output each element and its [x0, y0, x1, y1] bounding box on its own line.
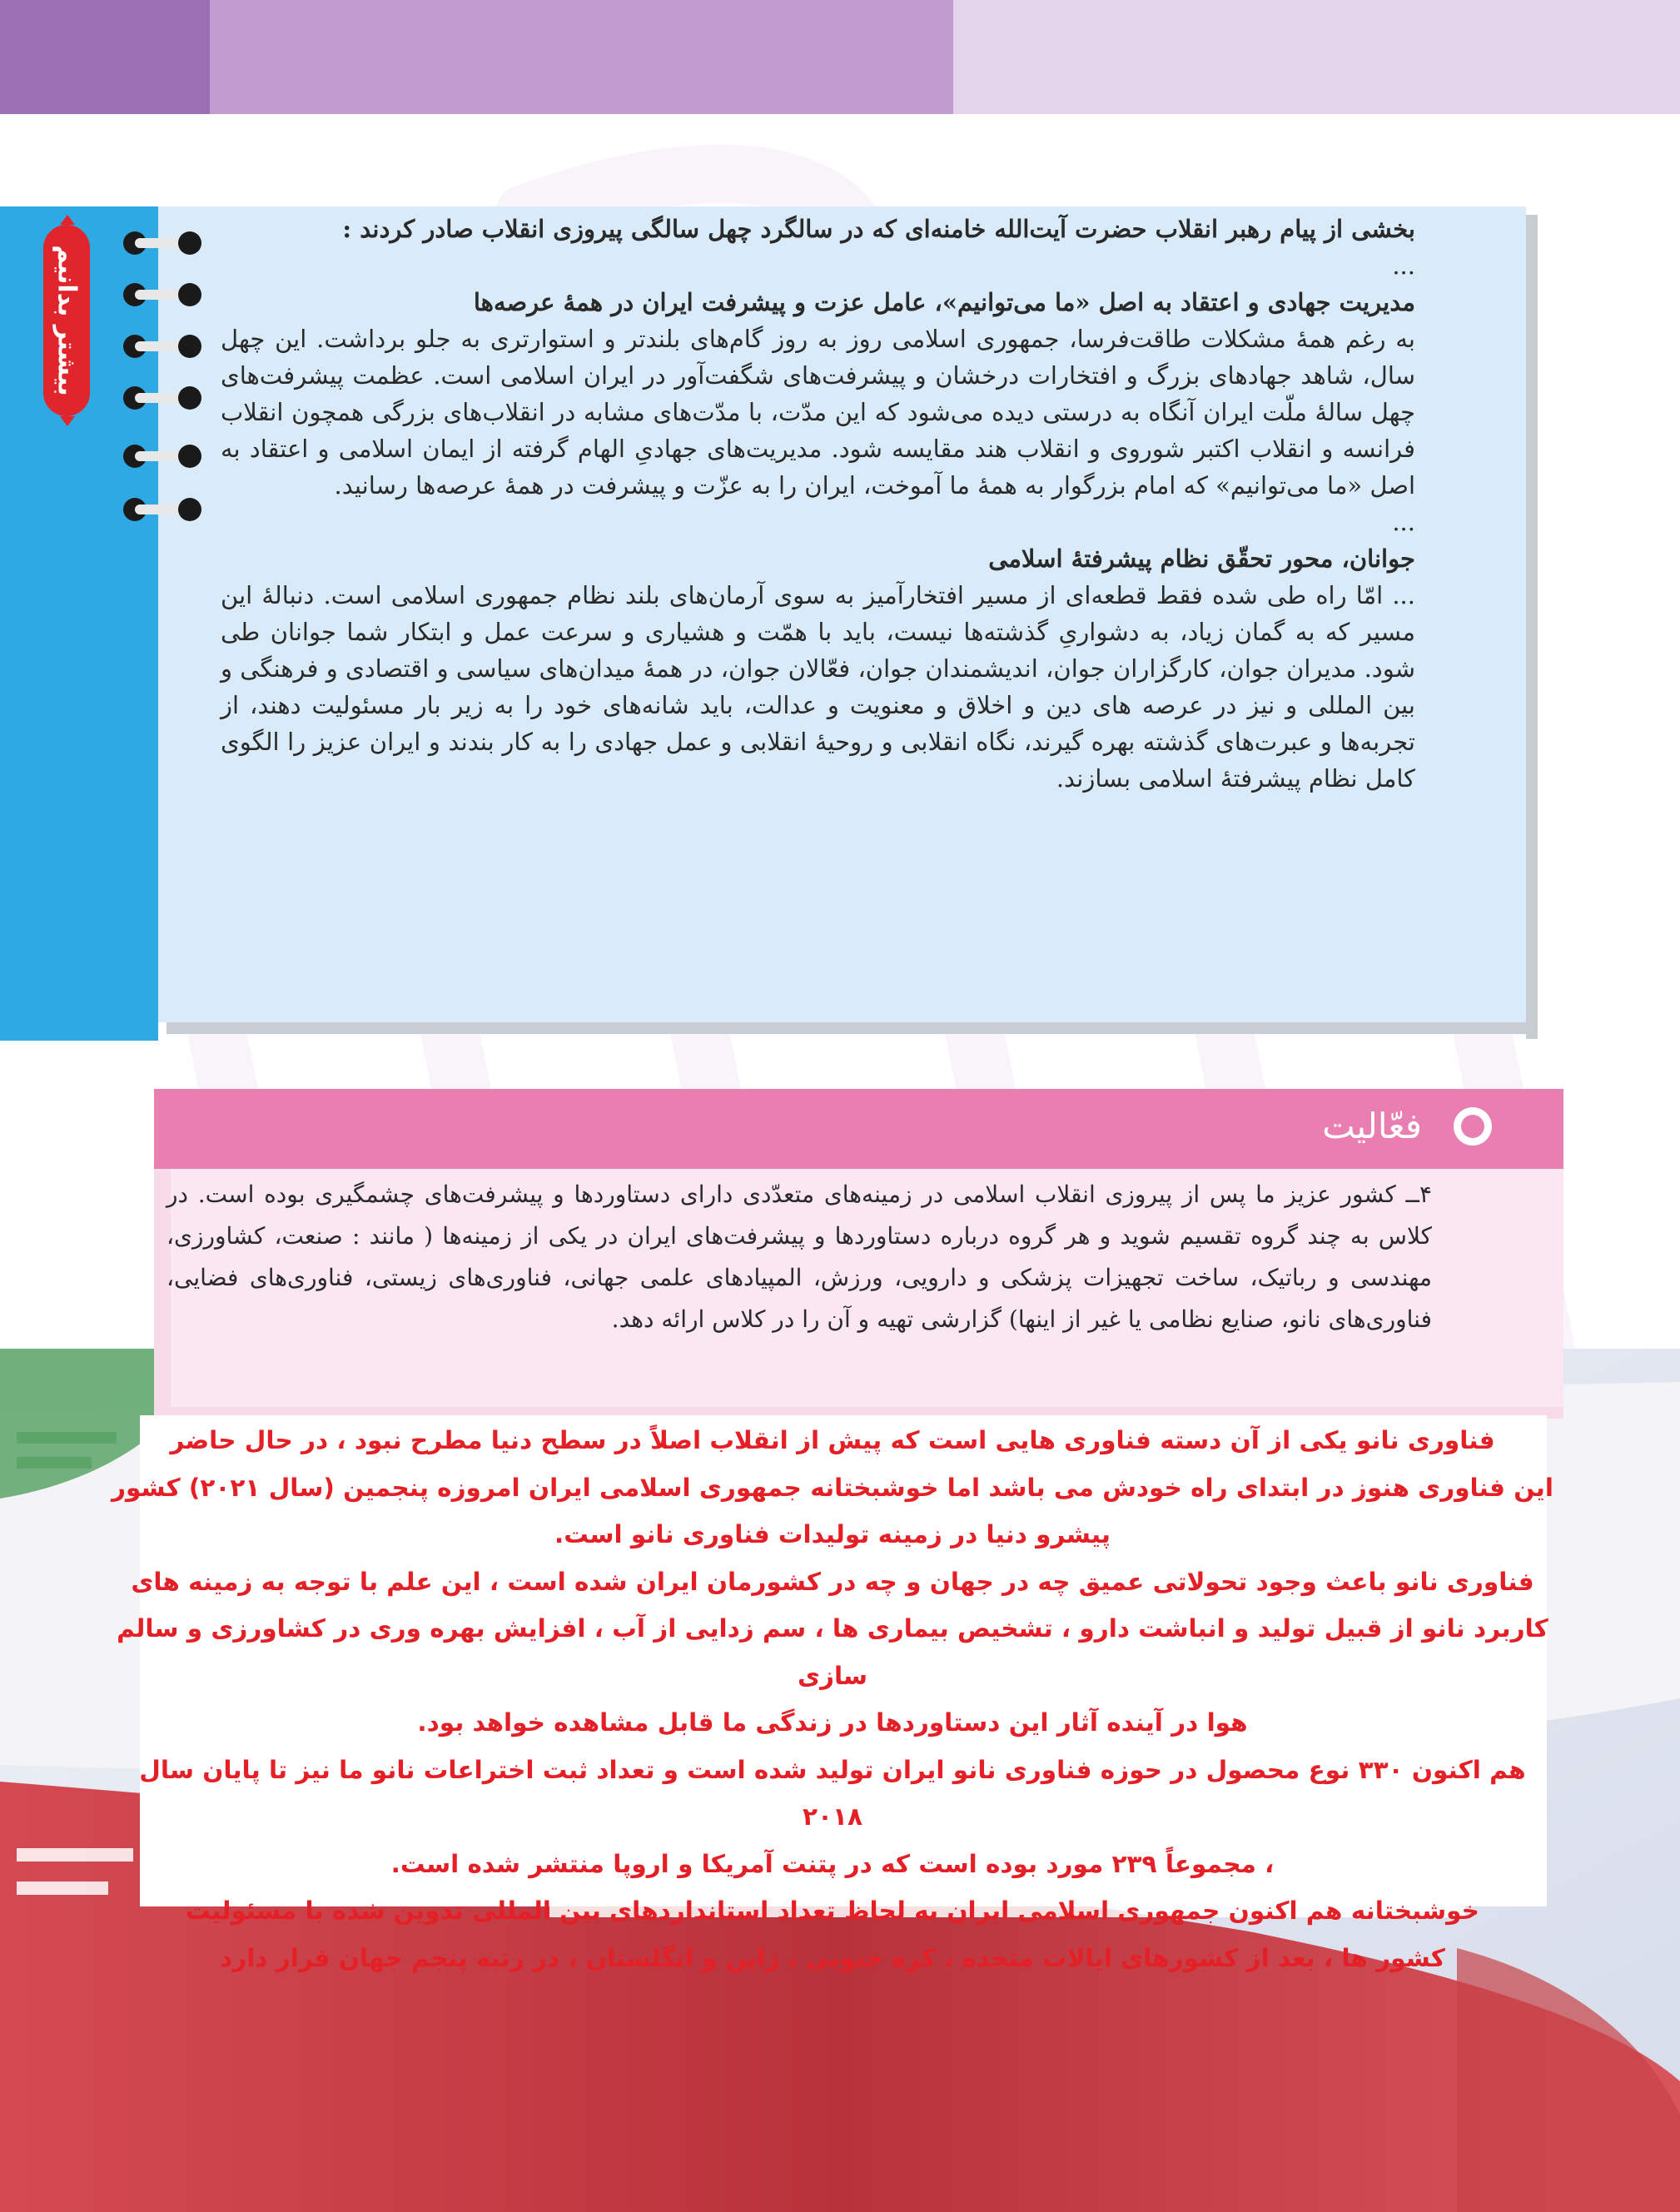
answer-text	[108, 1417, 1557, 1981]
binder-ring-icon	[123, 496, 201, 523]
learn-more-label: بیشتر بدانیم	[52, 245, 82, 396]
info-heading-1: مدیریت جهادی و اعتقاد به اصل «ما می‌توانیم»، عامل عزت و پیشرفت ایران در همهٔ عرصه‌ها	[473, 288, 1415, 316]
activity-title: فعّالیت	[1322, 1106, 1422, 1146]
answer-line: ، مجموعاً ۲۳۹ مورد بوده است که در پتنت آمریکا و اروپا منتشر شده است.	[390, 1849, 1275, 1878]
top-band-mid	[210, 0, 953, 114]
binder-ring-icon	[123, 333, 201, 360]
answer-line: هوا در آینده آثار این دستاوردها در زندگی ما قابل مشاهده خواهد بود.	[417, 1708, 1248, 1737]
info-paragraph-1: به رغم همهٔ مشکلات طاقت‌فرسا، جمهوری اسلامی روز به روز گام‌های بلندتر و استوارتری به جلو برداشت. این چهل سال، شاهد جهادهای بزرگ و افتخارات درخشان و پیشرفت‌های شگفت‌آور در ایران اسلامی است. عظمت پیشرفت‌های چهل سالهٔ ملّت ایران آنگاه به درستی دیده می‌شود که این مدّت، با مدّت‌های مشابه در انقلاب‌های بزرگی همچون انقلاب فرانسه و انقلاب اکتبر شوروی و انقلاب هند مقایسه شود. مدیریت‌های جهادیِ الهام گرفته از ایمان اسلامی و اعتقاد به اصل «ما می‌توانیم» که امام بزرگوار به همهٔ ما آموخت، ایران را به عزّت و پیشرفت در همهٔ عرصه‌ها رسانید.	[221, 325, 1415, 500]
activity-text: ۴ــ کشور عزیز ما پس از پیروزی انقلاب اسلامی در زمینه‌های متعدّدی دارای دستاوردها و پیشرفت‌های چشمگیری بوده است. در کلاس به چند گروه تقسیم شوید و هر گروه درباره دستاوردها و پیشرفت‌های ایران در یکی از زمینه‌ها ( مانند : صنعت، کشاورزی، مهندسی و رباتیک، ساخت تجهیزات پزشکی و دارویی، ورزش، المپیادهای علمی جهانی، فناوری‌های زیستی، فناوری‌های فضایی، فناوری‌های نانو، صنایع نظامی یا غیر از اینها) گزارشی تهیه و آن را در کلاس ارائه دهد.	[167, 1181, 1433, 1333]
answer-line: پیشرو دنیا در زمینه تولیدات فناوری نانو است.	[554, 1520, 1111, 1548]
answer-line: فناوری نانو یکی از آن دسته فناوری هایی است که پیش از انقلاب اصلاً در سطح دنیا مطرح نبود ، در حال حاضر	[170, 1426, 1495, 1454]
badge-arrow-bottom-icon	[60, 416, 75, 426]
answer-line: کشور ها ، بعد از کشورهای ایالات متحده ، کره جنوبی ، ژاپن و انگلستان ، در رتبه پنجم جهان قرار دارد	[220, 1943, 1445, 1972]
binder-ring-icon	[123, 230, 201, 256]
answer-line: این فناوری هنوز در ابتدای راه خودش می باشد اما خوشبختانه جمهوری اسلامی ایران امروزه پنجمین (سال ۲۰۲۱) کشور	[112, 1473, 1553, 1502]
info-box-shadow-right	[1526, 215, 1538, 1039]
answer-line: کاربرد نانو از قبیل تولید و انباشت دارو ، تشخیص بیماری ها ، سم زدایی از آب ، افزایش بهره وری در کشاورزی و سالم سازی	[117, 1614, 1548, 1690]
info-heading-2: جوانان، محور تحقّق نظام پیشرفتهٔ اسلامی	[988, 544, 1415, 573]
answer-line: خوشبختانه هم اکنون جمهوری اسلامی ایران به لحاظ تعداد استانداردهای بین المللی تدوین شده با مسئولیت	[186, 1896, 1479, 1925]
binder-ring-icon	[123, 385, 201, 411]
binder-ring-icon	[123, 281, 201, 308]
top-color-band	[0, 0, 1680, 114]
answer-line: هم اکنون ۳۳۰ نوع محصول در حوزه فناوری نانو ایران تولید شده است و تعداد ثبت اختراعات نانو ما نیز تا پایان سال ۲۰۱۸	[139, 1755, 1526, 1831]
top-band-light	[953, 0, 1680, 114]
info-text	[221, 211, 1415, 797]
info-box-shadow-bottom	[167, 1022, 1538, 1034]
circle-bullet-icon	[1454, 1107, 1492, 1146]
top-band-dark	[0, 0, 210, 114]
answer-line: فناوری نانو باعث وجود تحولاتی عمیق چه در جهان و چه در کشورمان ایران شده است ، این علم با توجه به زمینه های	[131, 1567, 1534, 1596]
learn-more-badge	[43, 225, 90, 416]
binder-ring-icon	[123, 443, 201, 470]
info-intro: بخشی از پیام رهبر انقلاب حضرت آیت‌الله خامنه‌ای که در سالگرد چهل سالگی پیروزی انقلاب صادر کردند :	[342, 215, 1415, 243]
badge-arrow-top-icon	[60, 215, 75, 225]
ellipsis: ...	[1392, 508, 1415, 536]
info-paragraph-2: ... امّا راه طی شده فقط قطعه‌ای از مسیر افتخارآمیز به سوی آرمان‌های بلند نظام جمهوری اسلامی است. دنبالهٔ این مسیر که به گمان زیاد، به دشواریِ گذشته‌ها نیست، باید با همّت و هشیاری و سرعت عمل و ابتکار شما جوانان طی شود. مدیران جوان، کارگزاران جوان، اندیشمندان جوان، فعّالان جوان، در همهٔ میدان‌های سیاسی و اقتصادی و فرهنگی و بین المللی و نیز در عرصه های دین و اخلاق و معنویت و عدالت، باید شانه‌های خود را به زیر بار مسئولیت دهند، از تجربه‌ها و عبرت‌های گذشته بهره گیرند، نگاه انقلابی و روحیهٔ انقلابی و عمل جهادی را به کار بندند و ایران عزیز را الگوی کامل نظام پیشرفتهٔ اسلامی بسازند.	[221, 581, 1415, 793]
ellipsis: ...	[1392, 251, 1415, 280]
